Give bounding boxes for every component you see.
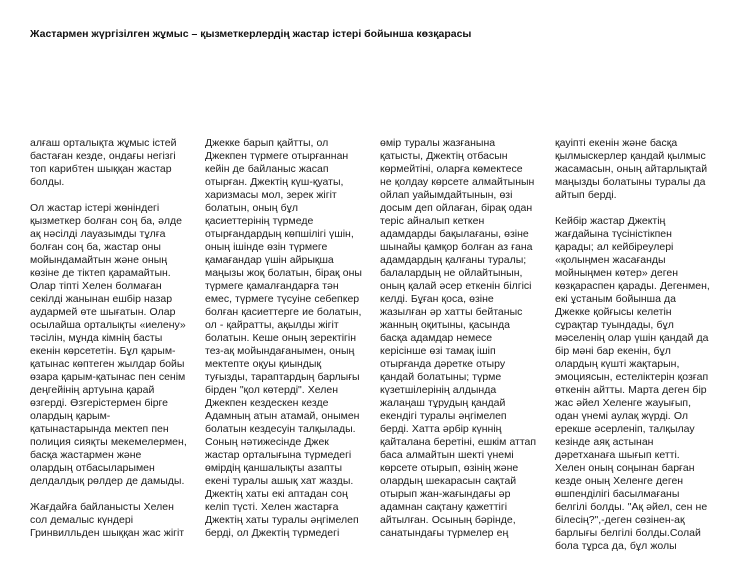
text-columns	[30, 137, 713, 566]
paragraph: Жағдайға байланысты Хелен сол демалыс күндері Гринвилльден шыққан жас жігіт	[30, 501, 185, 539]
paragraph: Кейбір жастар Джектің жағдайына түсіністікпен қарады; ал кейбіреулері «қолыңмен жасағанды мойныңмен көтер» деген көзқараспен қарады. Дегенмен, екі ұстаным бойынша да Джекке қойғысы келетін сұрақтар туындады, бұл мәселенің олар үшін қандай да бір мәні бар екенін, бұл олардың күшті жақтарын, эмоциясын, естеліктерін қозғап өткенін айтты. Марта деген бір жас әйел Хеленге жауығып, одан үнемі аулақ жүрді. Ол ерекше әсерленіп, талқылау кезінде аяқ астынан дәретханаға шығып кетті. Хелен оның соңынан барған кезде оның Хеленге деген өшпенділігі басылмағаны белгілі болды. "Ақ әйел, сен не білесің?",-деген сөзінен-ақ барлығы белгілі болды.Солай бола тұрса да, бұл жолы	[555, 215, 710, 552]
paragraph: Ол жастар істері жөніндегі қызметкер болған соң ба, әлде ақ нәсілді лауазымды тұлға болған соң ба, жастар оны мойындамайтын және оның көзіне де тіктеп қарамайтын. Олар тіпті Хелен болмаған секілді жанынан ешбір назар аудармей өте шығатын. Олар осылайша орталықты «иелену» тәсілін, мұнда кімнің басты екенін көрсететін. Бұл қарым-қатынас көптеген жылдар бойы өзара қарым-қатынас пен сенім деңгейінің артуына қарай өзгерді. Өзгерістермен бірге олардың қарым-қатынастарында мектеп пен полиция сияқты мекемелермен, басқа жастармен және олардың отбасыларымен делдалдық рөлдер де дамыды.	[30, 202, 187, 487]
text-column-3	[380, 137, 537, 553]
paragraph: алғаш орталықта жұмыс істей бастаған кезде, ондағы негізгі топ карибтен шыққан жастар болды.	[30, 137, 177, 188]
page-title: Жастармен жүргізілген жұмыс – қызметкерлердің жастар істері бойынша көзқарасы	[30, 28, 472, 40]
paragraph: өмір туралы жазғанына қатысты, Джектің отбасын көрмейтіні, оларға көмектесе не қолдау көрсете алмайтынын ойлап уайымдайтынын, өзі досым деп ойлаған, бірақ одан теріс айналып кеткен адамдарды бақылағаны, өзіне шынайы қамқор болған аз ғана адамдардың қалғаны туралы; балалардың не ойлайтынын, оның қалай әсер еткенін білгісі келді. Бұған қоса, өзіне жазылған әр хатты бейтаныс жанның оқитыны, қасында басқа адамдар немесе керісінше өзі тамақ ішіп отырғанда дәретке отыру қандай болатыны; түрме күзетшілерінің алдында жалаңаш тұрудың қандай екендігі туралы әңгімелеп берді. Хатта әрбір күннің қайталана беретіні, ешкім аттап баса алмайтын шекті үнемі көрсете отырып, өзінің және олардың шекарасын сақтай отырып жан-жағындағы әр адамнан сақтану қажеттігі айтылған. Осының бәрінде, санатындағы түрмелер ең	[380, 137, 537, 539]
text-column-1	[30, 137, 187, 553]
paragraph: қауіпті екенін және басқа қылмыскерлер қандай қылмыс жасамасын, оның айтарлықтай маңызды болатыны туралы да айтып берді.	[555, 137, 708, 201]
paragraph: Джекке барып қайтты, ол Джекпен түрмеге отырғаннан кейін де байланыс жасап отырған. Джектің күш-қуаты, харизмасы мол, зерек жігіт болатын, оның бұл қасиеттерінің түрмеде отырғандардың көпшілігі үшін, оның ішінде өзін түрмеге қамағандар үшін айрықша маңызы жоқ болатын, бірақ оны түрмеге қамалғандарға тән емес, түрмеге түсуіне себепкер болған қасиеттерге ие болатын, ол - қайратты, ақылды жігіт болатын. Кеше оның зеректігін тез-ақ мойындағанымен, оның мектепте оқуы қиындық туғызды, тараптардың барлығы бірден "қол көтерді". Хелен Джекпен кездескен кезде Адамның атын атамай, онымен болатын кездесуін талқылады. Соның нәтижесінде Джек жастар орталығына түрмедегі өмірдің қаншалықты азапты екені туралы ашық хат жазды. Джектің хаты екі аптадан соң келіп түсті. Хелен жастарға Джектің хаты туралы әңгімелеп берді, ол Джектің түрмедегі	[205, 137, 362, 539]
text-column-2	[205, 137, 362, 553]
text-column-4	[555, 137, 712, 566]
